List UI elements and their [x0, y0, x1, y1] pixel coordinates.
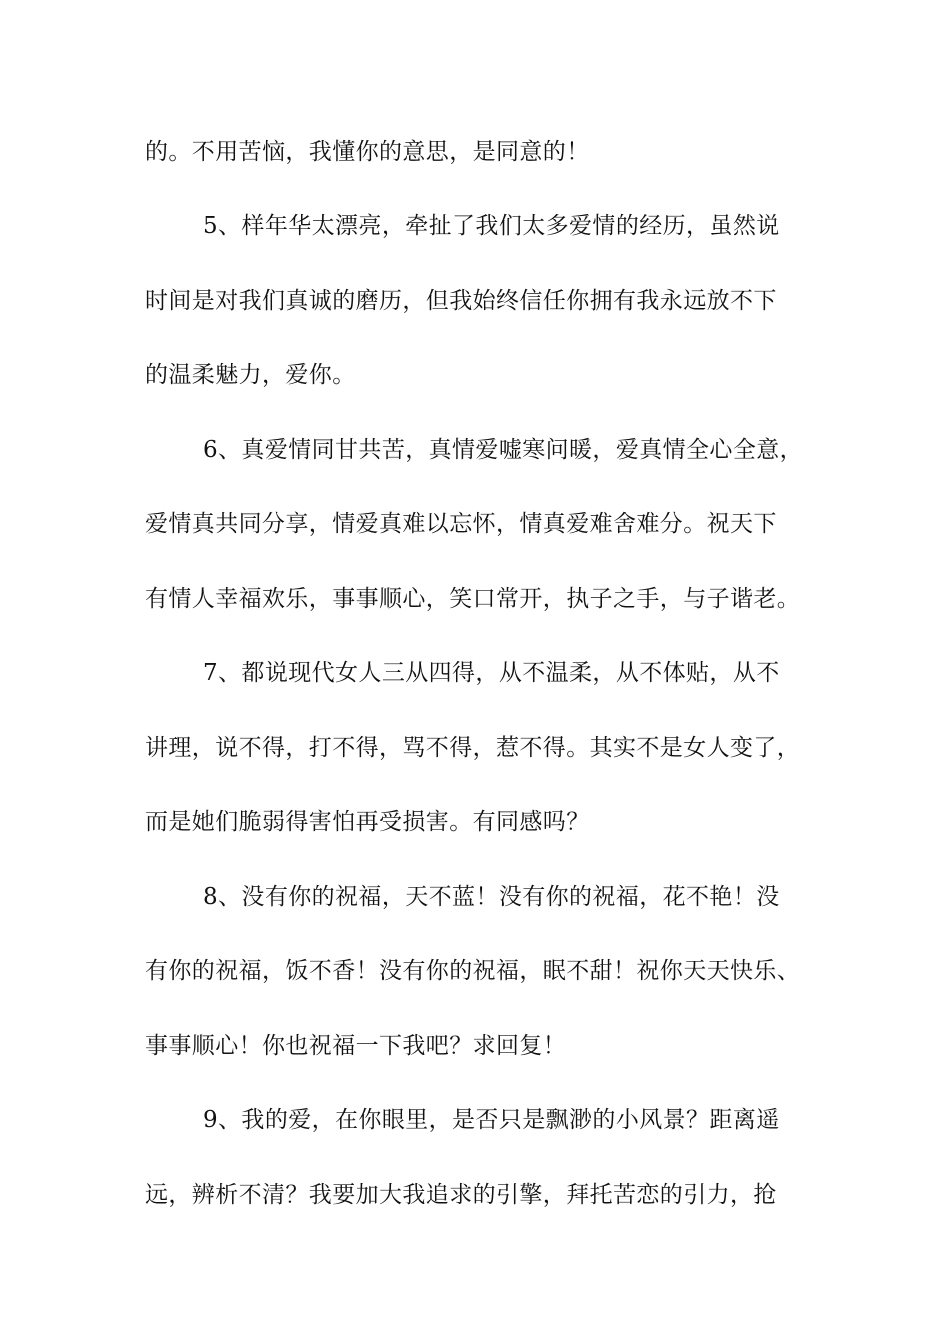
paragraph-6-start: 6、真爱情同甘共苦，真情爱嘘寒问暖，爱真情全心全意， — [203, 437, 804, 463]
text-line: 的温柔魅力，爱你。 — [145, 362, 356, 388]
text-line: 事事顺心！你也祝福一下我吧？求回复！ — [145, 1033, 567, 1059]
text-line: 的。不用苦恼，我懂你的意思，是同意的！ — [145, 139, 590, 165]
paragraph-5-start: 5、样年华太漂亮，牵扯了我们太多爱情的经历，虽然说 — [203, 213, 780, 239]
paragraph-9-start: 9、我的爱，在你眼里，是否只是飘渺的小风景？距离遥 — [203, 1107, 780, 1133]
text-line: 讲理，说不得，打不得，骂不得，惹不得。其实不是女人变了， — [145, 735, 801, 761]
paragraph-7-start: 7、都说现代女人三从四得，从不温柔，从不体贴，从不 — [203, 660, 780, 686]
paragraph-8-start: 8、没有你的祝福，天不蓝！没有你的祝福，花不艳！没 — [203, 884, 780, 910]
text-line: 而是她们脆弱得害怕再受损害。有同感吗？ — [145, 809, 590, 835]
text-line: 有你的祝福，饭不香！没有你的祝福，眠不甜！祝你天天快乐、 — [145, 958, 801, 984]
text-line: 爱情真共同分享，情爱真难以忘怀，情真爱难舍难分。祝天下 — [145, 511, 777, 537]
text-line: 远，辨析不清？我要加大我追求的引擎，拜托苦恋的引力，抢 — [145, 1182, 777, 1208]
text-line: 有情人幸福欢乐，事事顺心，笑口常开，执子之手，与子谐老。 — [145, 586, 801, 612]
text-line: 时间是对我们真诚的磨历，但我始终信任你拥有我永远放不下 — [145, 288, 777, 314]
